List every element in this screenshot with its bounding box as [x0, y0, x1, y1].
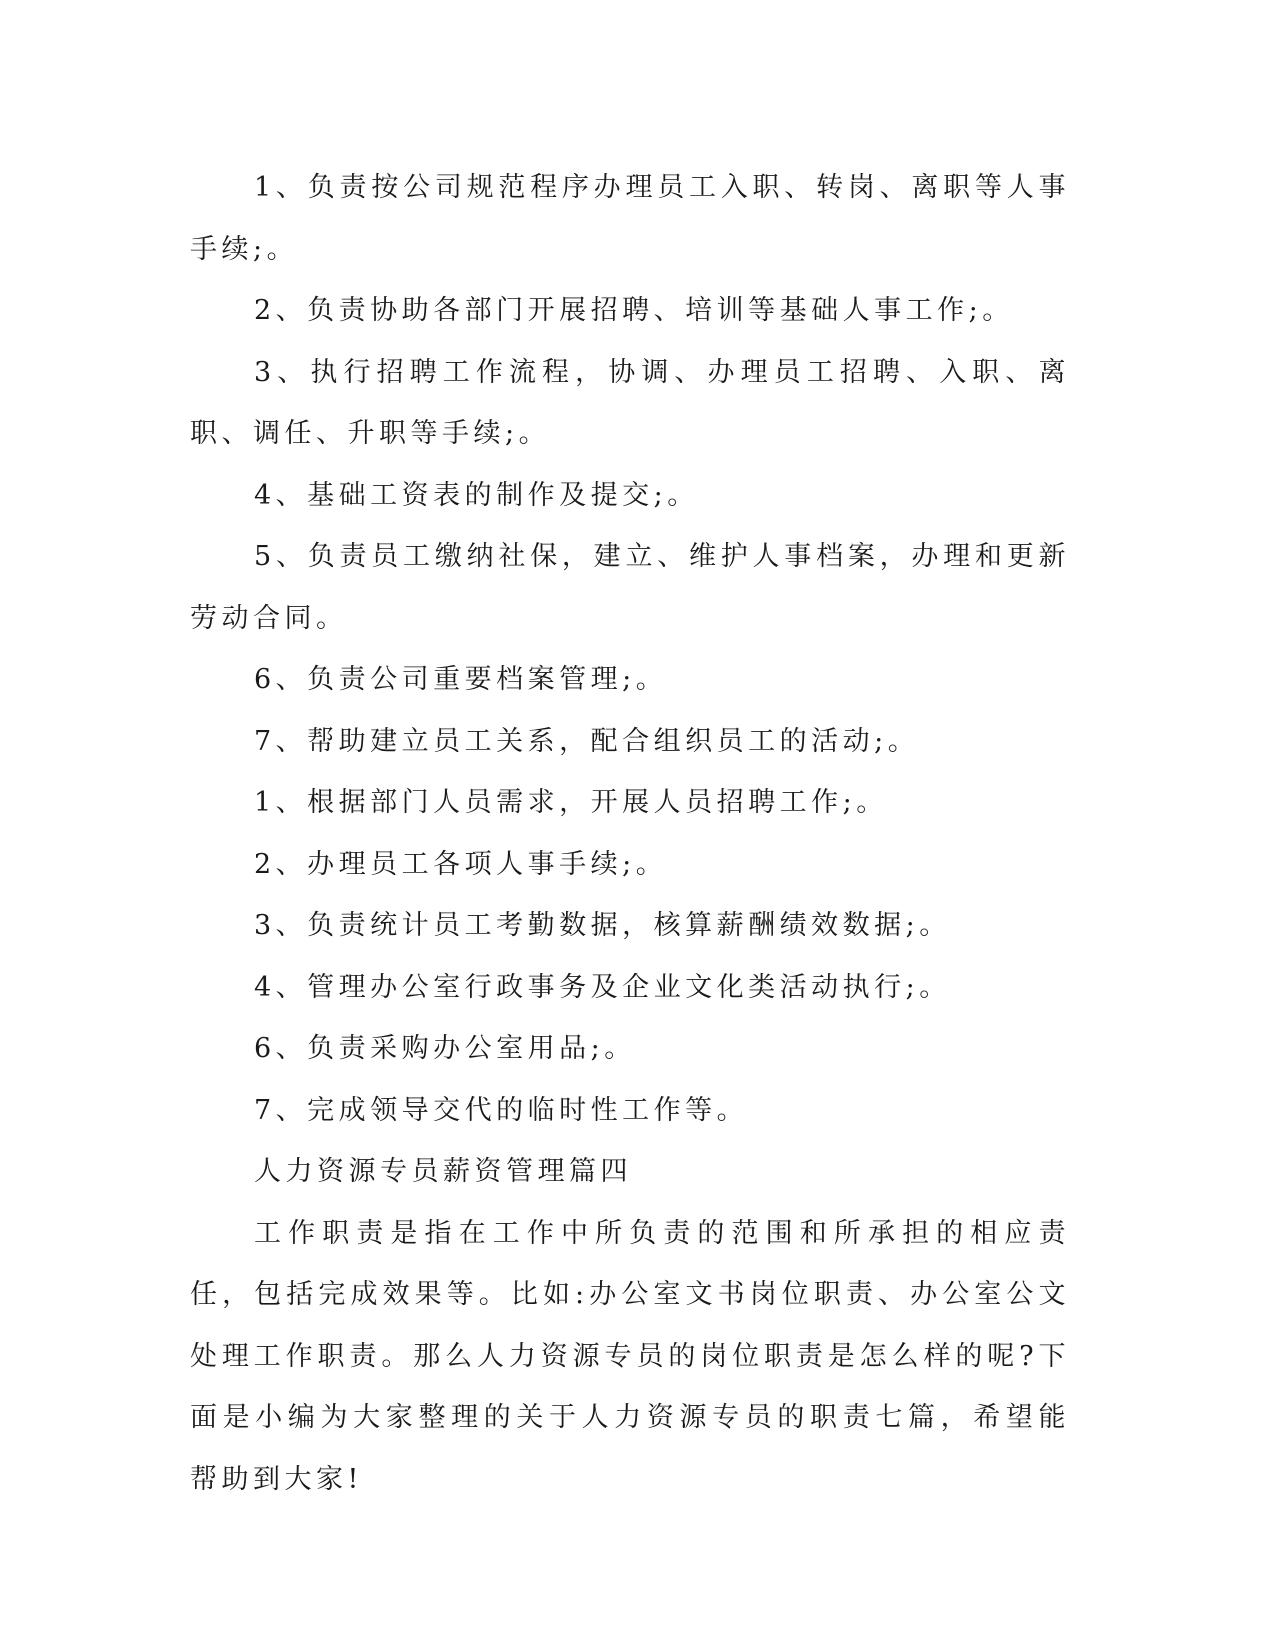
paragraph-duty-3: 3、执行招聘工作流程，协调、办理员工招聘、入职、离职、调任、升职等手续;。 — [190, 356, 1070, 449]
paragraph-duty-6: 6、负责公司重要档案管理;。 — [254, 664, 668, 695]
paragraph-duty-4: 4、基础工资表的制作及提交;。 — [254, 479, 699, 511]
paragraph-duty-b6: 6、负责采购办公室用品;。 — [254, 1033, 636, 1064]
paragraph-duty-5: 5、负责员工缴纳社保，建立、维护人事档案，办理和更新劳动合同。 — [190, 541, 1070, 634]
paragraph-duty-b4: 4、管理办公室行政事务及企业文化类活动执行;。 — [254, 971, 951, 1003]
paragraph-duty-7: 7、帮助建立员工关系，配合组织员工的活动;。 — [254, 725, 920, 757]
paragraph-duty-b7: 7、完成领导交代的临时性工作等。 — [254, 1094, 749, 1126]
paragraph-intro: 工作职责是指在工作中所负责的范围和所承担的相应责任，包括完成效果等。比如:办公室文书岗位职责、办公室公文处理工作职责。那么人力资源专员的岗位职责是怎么样的呢?下面是小编为大家整理的关于人力资源专员的职责七篇，希望能帮助到大家! — [190, 1217, 1070, 1495]
paragraph-duty-1: 1、负责按公司规范程序办理员工入职、转岗、离职等人事手续;。 — [190, 172, 1070, 265]
paragraph-duty-b1: 1、根据部门人员需求，开展人员招聘工作;。 — [254, 787, 888, 818]
paragraph-duty-b2: 2、办理员工各项人事手续;。 — [254, 848, 668, 880]
paragraph-duty-b3: 3、负责统计员工考勤数据，核算薪酬绩效数据;。 — [254, 910, 951, 941]
section-heading: 人力资源专员薪资管理篇四 — [254, 1156, 632, 1187]
document-body — [190, 157, 1070, 1510]
paragraph-duty-2: 2、负责协助各部门开展招聘、培训等基础人事工作;。 — [254, 295, 1014, 326]
